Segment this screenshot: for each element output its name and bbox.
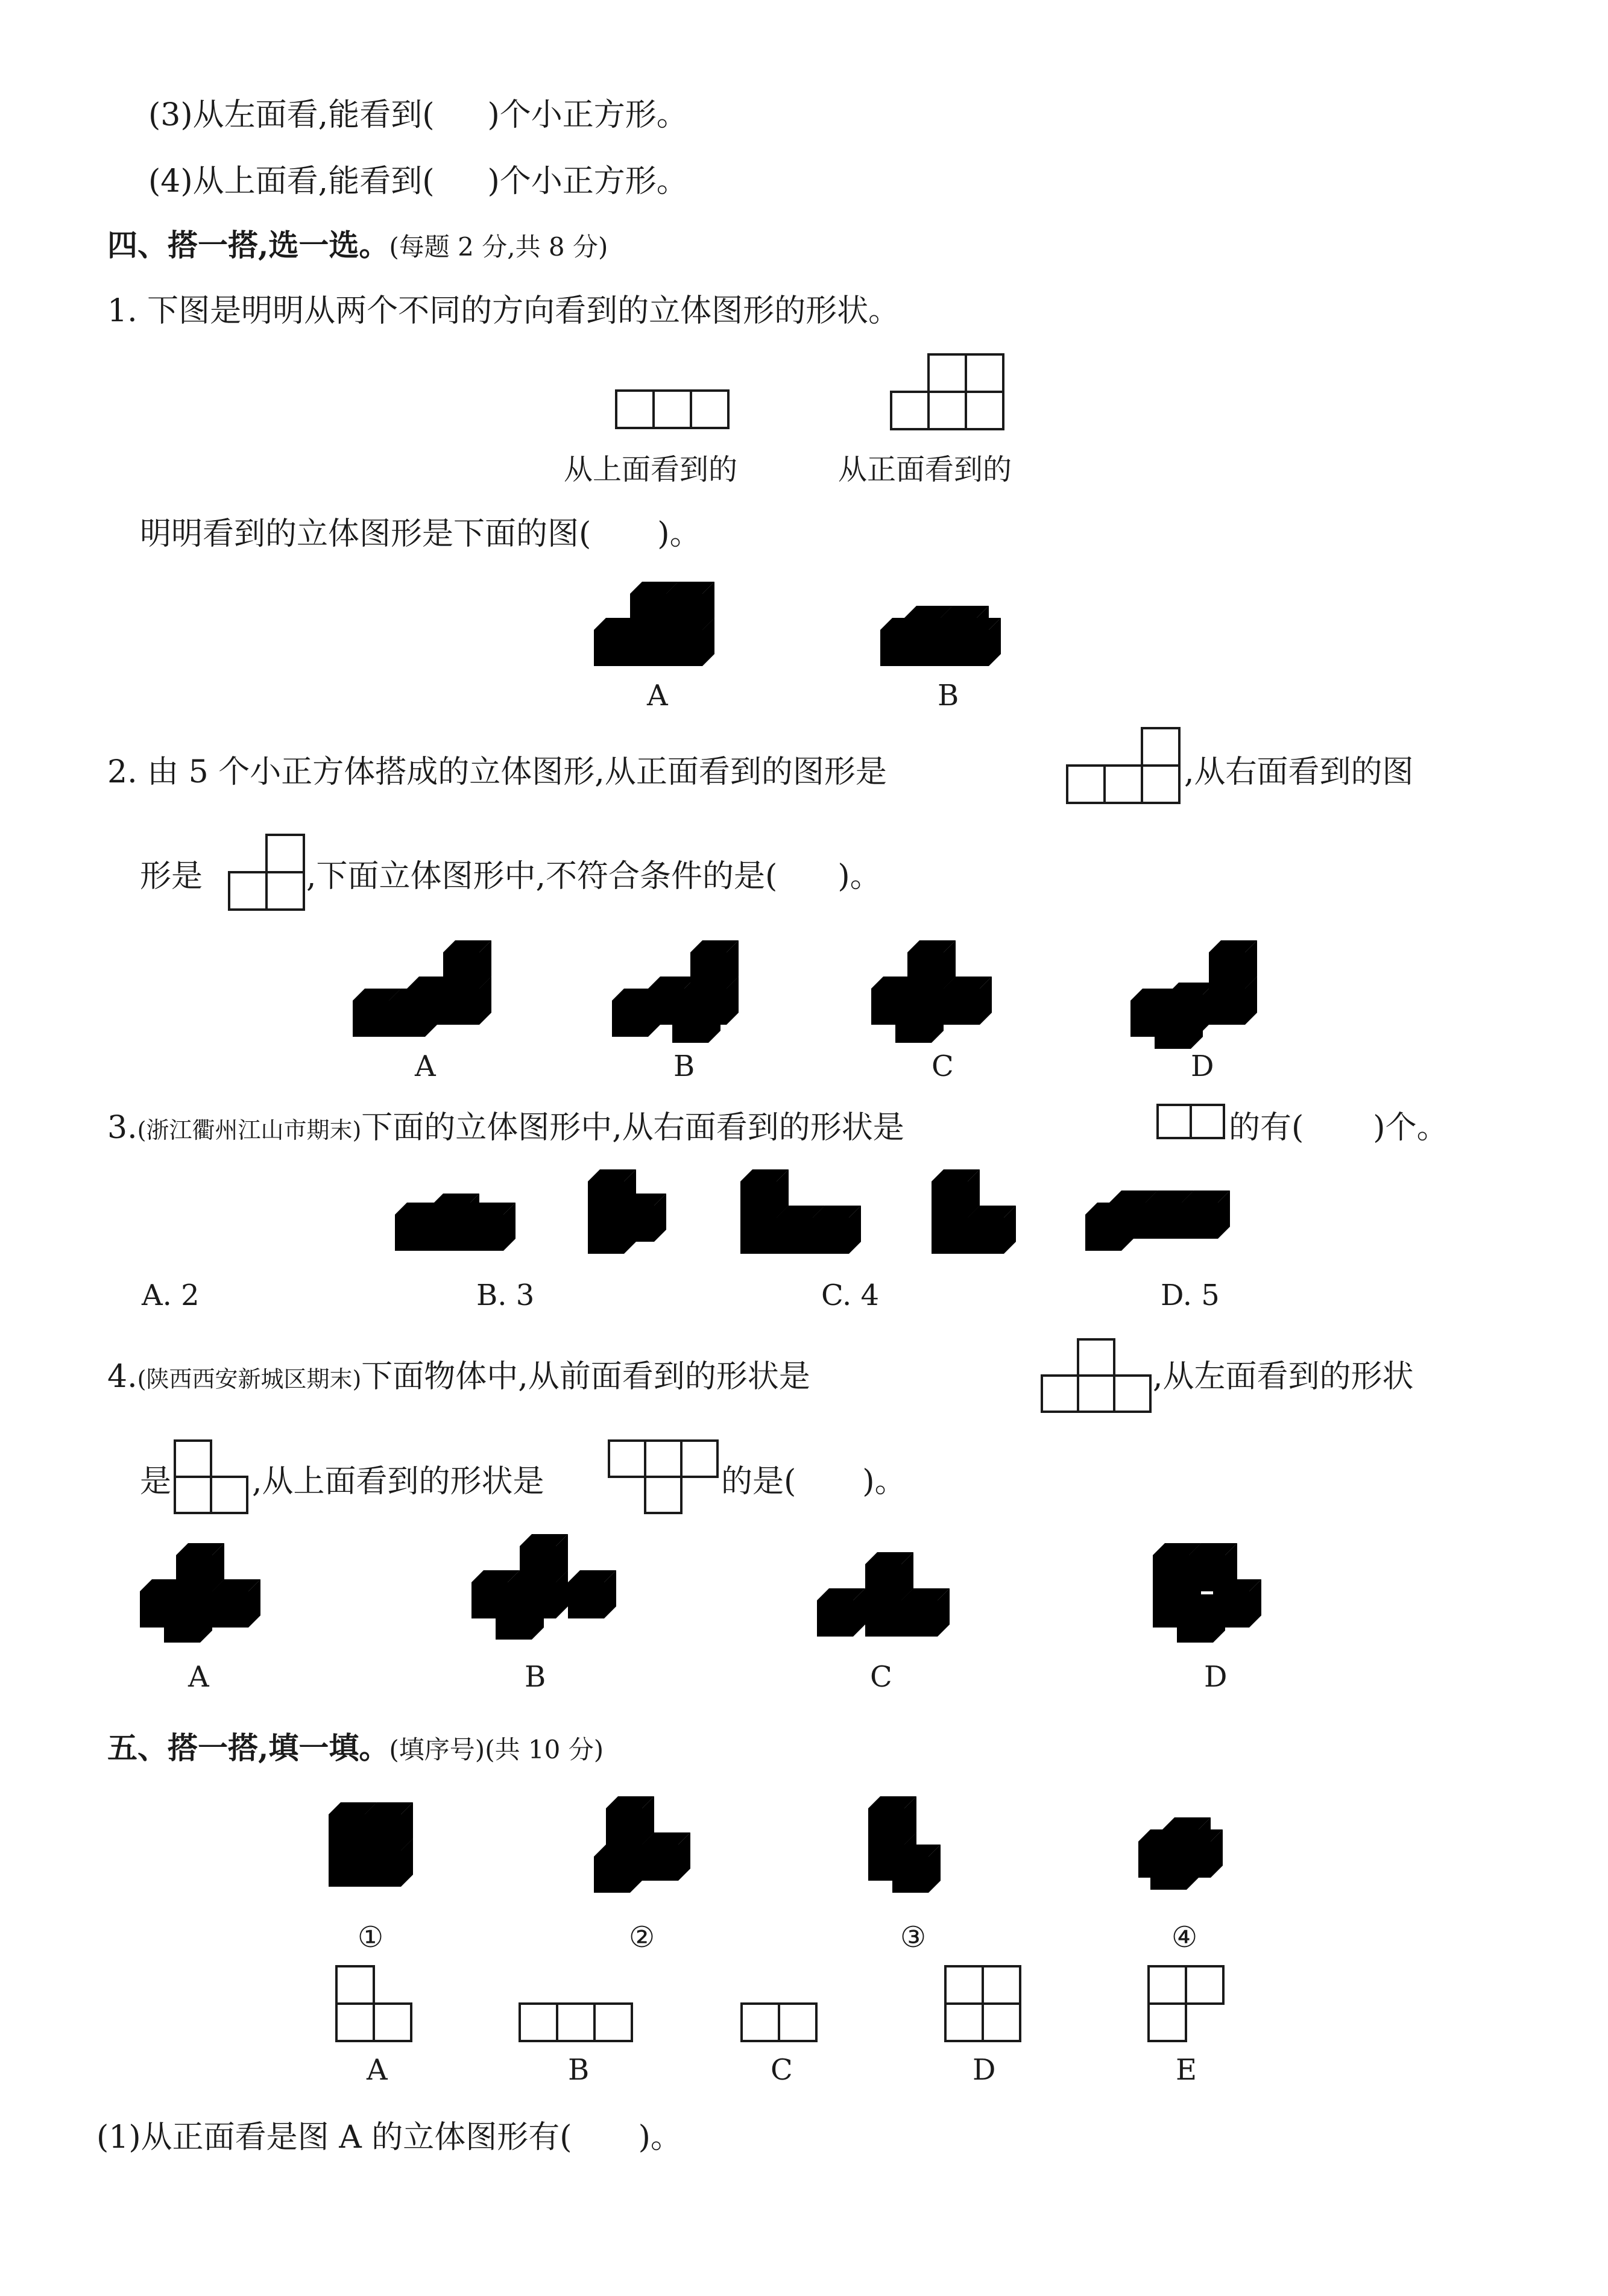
s4-q4-line2-prefix: 是 bbox=[140, 1464, 172, 1500]
q4-left-view-icon bbox=[175, 1441, 252, 1518]
q3-left-view-text: (3)从左面看,能看到( bbox=[148, 97, 435, 133]
s4-q4-option-d-label: D bbox=[1204, 1660, 1228, 1694]
front-view-figure bbox=[891, 354, 1006, 432]
s4-q1-question-text: 明明看到的立体图形是下面的图( bbox=[140, 516, 591, 552]
section4-score: (每题 2 分,共 8 分) bbox=[389, 232, 608, 262]
s4-q4-line2-end: )。 bbox=[862, 1464, 906, 1500]
s4-q2-option-d-label: D bbox=[1191, 1049, 1214, 1083]
s4-q4-option-b-figure[interactable] bbox=[471, 1534, 616, 1646]
s4-q3-line bbox=[107, 1110, 904, 1146]
s4-q4-option-c-figure[interactable] bbox=[817, 1552, 962, 1649]
s5-solid-2 bbox=[594, 1796, 727, 1902]
view-top-label: 从上面看到的 bbox=[564, 453, 738, 486]
s4-q4-line1-suffix: ,从左面看到的形状 bbox=[1153, 1359, 1414, 1395]
s5-view-d bbox=[945, 1966, 1024, 2045]
s5-solid-4 bbox=[1138, 1817, 1259, 1902]
s4-q3-choice-d[interactable]: D. 5 bbox=[1161, 1279, 1220, 1312]
s4-q4-option-b-label: B bbox=[525, 1660, 546, 1694]
s4-q3-choice-b[interactable]: B. 3 bbox=[476, 1279, 535, 1312]
s4-q1-option-b-label: B bbox=[938, 679, 959, 712]
s5-view-c-label: C bbox=[771, 2053, 793, 2087]
s5-solid-4-label: ④ bbox=[1171, 1920, 1198, 1954]
s4-q1-question bbox=[140, 518, 701, 550]
q4-top-view-line bbox=[148, 163, 688, 200]
s4-q3-figure-2 bbox=[588, 1169, 672, 1260]
s4-q1-question-suffix: )。 bbox=[657, 516, 701, 552]
section5-score: (填序号)(共 10 分) bbox=[389, 1735, 604, 1764]
s5-solid-1 bbox=[329, 1802, 431, 1905]
s4-q1-option-a-label: A bbox=[647, 679, 668, 712]
s5-solid-2-label: ② bbox=[629, 1920, 655, 1954]
s4-q3-figure-3 bbox=[740, 1169, 873, 1260]
s4-q2-line2-text: ,下面立体图形中,不符合条件的是( bbox=[306, 858, 778, 895]
s4-q3-number: 3. bbox=[107, 1110, 137, 1146]
q2-right-view-icon bbox=[229, 835, 306, 912]
s5-solid-1-label: ① bbox=[358, 1920, 384, 1954]
s4-q4-line2 bbox=[721, 1464, 906, 1500]
s4-q4-option-c-label: C bbox=[870, 1660, 892, 1694]
s4-q2-option-a-figure[interactable] bbox=[353, 940, 497, 1043]
s4-q2-option-b-label: B bbox=[673, 1049, 695, 1083]
s5-solid-3 bbox=[868, 1796, 989, 1902]
section4-title: 四、搭一搭,选一选。 bbox=[107, 227, 389, 263]
q4-top-view-icon bbox=[609, 1441, 721, 1518]
s4-q1-option-a-figure[interactable] bbox=[594, 576, 751, 678]
section4-heading bbox=[107, 227, 608, 263]
section5-heading bbox=[107, 1730, 604, 1766]
s4-q2-option-c-figure[interactable] bbox=[871, 940, 1016, 1043]
s4-q2-option-b-figure[interactable] bbox=[612, 940, 757, 1043]
s4-q4-option-d-figure[interactable] bbox=[1153, 1543, 1297, 1646]
s4-q3-text: 下面的立体图形中,从右面看到的形状是 bbox=[361, 1110, 904, 1146]
s4-q1-text: 1. 下图是明明从两个不同的方向看到的立体图形的形状。 bbox=[107, 293, 900, 329]
s4-q3-text-suffix: 的有( bbox=[1229, 1110, 1304, 1146]
s4-q4-number: 4. bbox=[107, 1359, 137, 1395]
s4-q2-option-d-figure[interactable] bbox=[1130, 940, 1275, 1043]
s5-view-e-label: E bbox=[1176, 2053, 1197, 2087]
s5-q1-suffix: )。 bbox=[638, 2119, 682, 2156]
q4-top-view-text: (4)从上面看,能看到( bbox=[148, 163, 435, 200]
s4-q2-line1-text: 2. 由 5 个小正方体搭成的立体图形,从正面看到的图形是 bbox=[107, 754, 887, 790]
q2-front-view-icon bbox=[1067, 728, 1183, 805]
s5-q1-line bbox=[96, 2119, 682, 2156]
s4-q4-source: (陕西西安新城区期末) bbox=[137, 1366, 362, 1392]
s5-view-c bbox=[742, 2004, 820, 2045]
section5-title: 五、搭一搭,填一填。 bbox=[107, 1730, 389, 1766]
s4-q2-line2-end: )。 bbox=[837, 858, 881, 895]
s4-q2-option-a-label: A bbox=[415, 1049, 436, 1083]
q4-front-view-icon bbox=[1042, 1339, 1154, 1417]
s4-q3-source: (浙江衢州江山市期末) bbox=[137, 1117, 362, 1143]
s4-q2-option-c-label: C bbox=[932, 1049, 954, 1083]
s4-q3-figure-1 bbox=[395, 1187, 528, 1260]
s5-view-a bbox=[336, 1966, 415, 2045]
s5-view-a-label: A bbox=[367, 2053, 388, 2087]
s4-q3-text-end: )个。 bbox=[1373, 1110, 1448, 1146]
s4-q2-line2-prefix: 形是 bbox=[140, 858, 203, 895]
s4-q4-line2-text: 的是( bbox=[721, 1464, 796, 1500]
q3-right-view-icon bbox=[1158, 1105, 1228, 1142]
s4-q1-option-b-figure[interactable] bbox=[880, 600, 1037, 678]
s4-q4-line2-mid: ,从上面看到的形状是 bbox=[252, 1464, 544, 1500]
s4-q4-line1-text: 下面物体中,从前面看到的形状是 bbox=[361, 1359, 810, 1395]
view-front-label: 从正面看到的 bbox=[838, 453, 1012, 486]
s4-q4-line1 bbox=[107, 1359, 810, 1395]
s5-solid-3-label: ③ bbox=[900, 1920, 927, 1954]
s4-q4-option-a-figure[interactable] bbox=[140, 1543, 273, 1646]
s4-q3-choice-a[interactable]: A. 2 bbox=[142, 1279, 200, 1312]
s4-q4-option-a-label: A bbox=[188, 1660, 209, 1694]
s5-view-b-label: B bbox=[568, 2053, 590, 2087]
s4-q3-figure-5 bbox=[1085, 1187, 1230, 1260]
s5-view-b bbox=[520, 2004, 635, 2045]
q4-top-view-suffix: )个小正方形。 bbox=[487, 163, 688, 200]
q3-left-view-line bbox=[148, 99, 688, 131]
s4-q2-line1-suffix: ,从右面看到的图 bbox=[1184, 754, 1414, 790]
s4-q3-figure-4 bbox=[932, 1169, 1028, 1260]
q3-left-view-suffix: )个小正方形。 bbox=[487, 97, 688, 133]
s5-view-d-label: D bbox=[973, 2053, 996, 2087]
s5-q1-text: (1)从正面看是图 A 的立体图形有( bbox=[96, 2119, 572, 2156]
s4-q3-choice-c[interactable]: C. 4 bbox=[821, 1279, 880, 1312]
s5-view-e bbox=[1149, 1966, 1227, 2045]
s4-q3-line-end bbox=[1229, 1110, 1448, 1146]
s4-q2-line2 bbox=[306, 858, 881, 895]
top-view-figure bbox=[616, 391, 731, 430]
